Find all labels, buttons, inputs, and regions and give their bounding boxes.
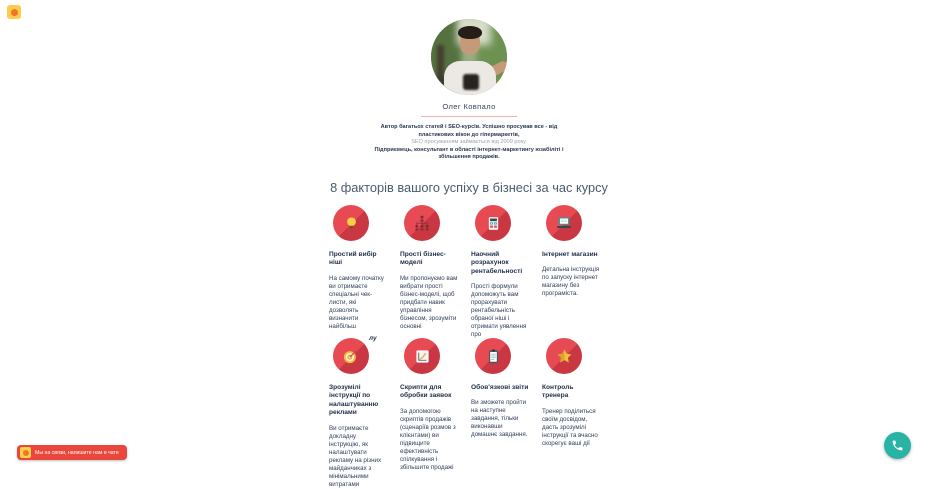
badge-dot-icon — [11, 9, 18, 16]
callback-button[interactable] — [884, 432, 911, 459]
feature-text: Детальна інструкція по запуску інтернет магазину без програміста. — [542, 266, 600, 298]
feature-card — [471, 337, 542, 489]
avatar — [431, 19, 507, 95]
feature-card — [329, 337, 400, 489]
phone-icon — [891, 439, 904, 452]
features-grid — [329, 204, 615, 489]
feature-text: Ви отримаєте докладну інструкцію, як налаштувати рекламу на різних майданчиках з мінімальними витратами — [329, 424, 382, 488]
feature-card — [400, 337, 471, 489]
page-title: 8 факторів вашого успіху в бізнесі за час курсу — [330, 179, 608, 195]
feature-text: Тренер поділиться своїм досвідом, дасть зрозумілі інструкції та вчасно скорегує ваші дії — [542, 407, 598, 447]
feature-title: Інтернет магазин — [542, 251, 598, 258]
org-chart-icon — [404, 205, 440, 241]
feature-title: Скрипти для обробки заявок — [400, 384, 452, 400]
avatar-shirt-print — [463, 74, 479, 90]
feature-card — [471, 204, 542, 337]
feature-card — [542, 337, 613, 489]
growth-chart-icon — [404, 338, 440, 374]
laptop-icon — [546, 205, 582, 241]
feature-title: Зрозумілі інструкції по налаштуванню реклами — [329, 384, 379, 417]
bio-line-2: SEO просуванням займається від 2009 року. — [411, 139, 527, 145]
chat-widget-label: Мы на связи, напишите нам в чате — [35, 449, 119, 456]
clipboard-icon — [475, 338, 511, 374]
target-icon — [333, 338, 369, 374]
clipped-text-fragment: лу — [369, 335, 377, 342]
feature-card — [542, 204, 613, 337]
feature-title: Простий вибір ніші — [329, 251, 377, 267]
feature-text: За допомогою скриптів продажів (сценаріїв розмов з клієнтами) ви підвищите ефективність спілкування і збільшите продажі — [400, 407, 456, 471]
calculator-icon — [475, 205, 511, 241]
feature-text: Прості формули допоможуть вам прорахувати рентабельність обраної ніші і отримати уявлення про — [471, 283, 527, 339]
feature-card — [329, 204, 400, 337]
feature-title: Контроль тренера — [542, 384, 574, 400]
chat-icon-dot — [23, 450, 29, 456]
feature-title: Обов'язкові звіти — [471, 384, 529, 391]
profile-bio — [369, 124, 569, 162]
lightbulb-icon — [333, 205, 369, 241]
profile-name: Олег Ковпало — [442, 102, 496, 111]
feature-text: Ми пропонуємо вам вибрати прості бізнес-моделі, щоб придбати навик управління бізнесом, зрозуміти основні — [400, 274, 458, 330]
bio-line-1: Автор багатьох статей і SEO-курсів. Успішно просував все - від пластикових вікон до гіпермаркетів, — [380, 124, 558, 138]
feature-card — [400, 204, 471, 337]
name-underline — [421, 116, 517, 117]
bio-line-3: Підприємець, консультант в області інтернет-маркетингу юзабіліті і збільшення продажів. — [374, 146, 564, 160]
star-icon — [546, 338, 582, 374]
chat-widget-button[interactable] — [17, 445, 127, 460]
feature-title: Наочний розрахунок рентабельності — [471, 251, 523, 275]
feature-text: Ви зможете пройти на наступне завдання, тільки виконавши домашнє завдання. — [471, 399, 528, 439]
avatar-hair — [458, 26, 482, 39]
chat-widget-icon — [20, 447, 31, 458]
feature-text: На самому початку ви отримаєте спеціальні чек-листи, які дозволять визначити найбільш — [329, 274, 384, 330]
widget-badge-icon[interactable] — [7, 5, 21, 19]
feature-title: Прості бізнес-моделі — [400, 251, 446, 267]
